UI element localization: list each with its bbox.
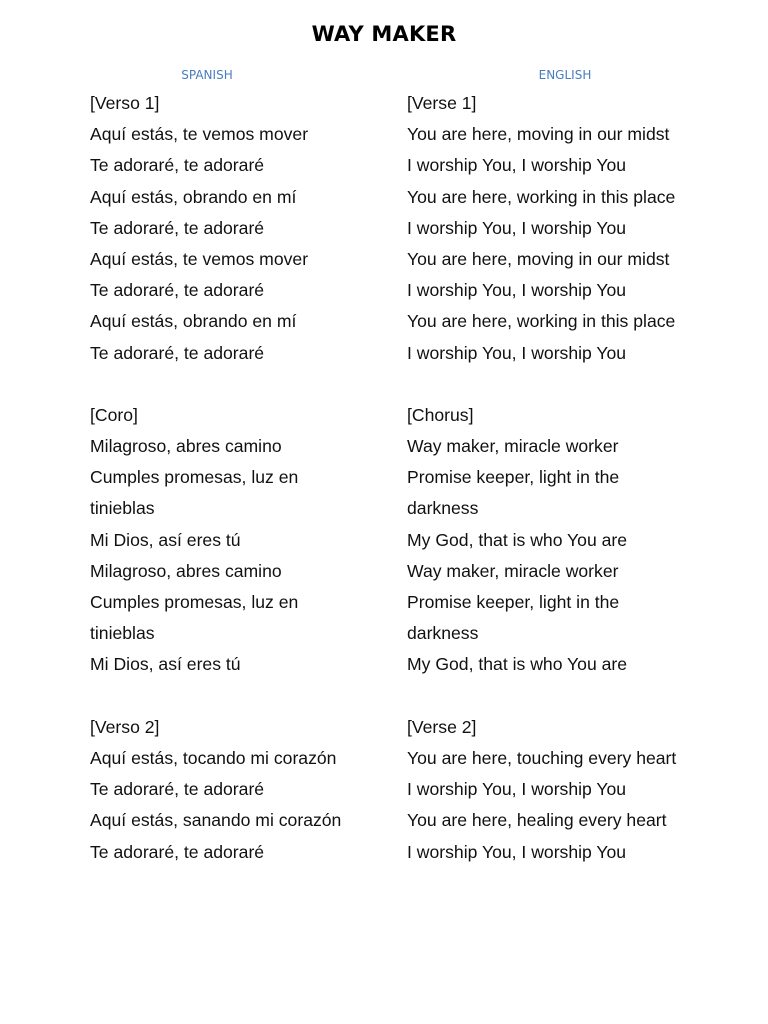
lyric-line-en: You are here, working in this place (407, 311, 676, 332)
lyric-line-es: [Coro] (90, 404, 138, 425)
lyric-line-en: My God, that is who You are (407, 529, 628, 550)
lyric-line-es: Cumples promesas, luz en (90, 467, 299, 488)
lyric-line-en: [Chorus] (407, 404, 474, 425)
lyric-line-en: I worship You, I worship You (407, 342, 627, 363)
lyric-line-es: Te adoraré, te adoraré (90, 217, 265, 238)
lyric-line-es: Aquí estás, sanando mi corazón (90, 810, 342, 831)
lyric-line-en: Promise keeper, light in the (407, 467, 620, 488)
lyric-line-es: [Verso 2] (90, 716, 160, 737)
lyric-line-es: Mi Dios, así eres tú (90, 654, 241, 675)
stanza-gap (90, 369, 410, 400)
lyric-line-en: [Verse 1] (407, 93, 477, 113)
lyric-line-en: Way maker, miracle worker (407, 560, 619, 581)
lyric-line-en: I worship You, I worship You (407, 779, 627, 800)
lyric-line-en: You are here, moving in our midst (407, 248, 670, 269)
lyric-line-en: I worship You, I worship You (407, 841, 627, 862)
lyric-line-es: tinieblas (90, 623, 155, 644)
lyric-line-es: Te adoraré, te adoraré (90, 155, 265, 176)
lyric-line-en: I worship You, I worship You (407, 217, 627, 238)
lyric-line-en: I worship You, I worship You (407, 280, 627, 301)
spanish-column-header: SPANISH (181, 68, 233, 82)
lyric-line-en: You are here, touching every heart (407, 747, 677, 768)
lyric-line-en: You are here, healing every heart (407, 810, 667, 831)
lyric-line-es: Te adoraré, te adoraré (90, 280, 265, 301)
lyric-line-es: Aquí estás, tocando mi corazón (90, 747, 337, 768)
lyric-line-es: Milagroso, abres camino (90, 436, 282, 457)
lyric-line-en: [Verse 2] (407, 716, 477, 737)
lyric-line-en: Way maker, miracle worker (407, 436, 619, 457)
lyric-line-en: You are here, moving in our midst (407, 124, 670, 145)
lyric-line-en: Promise keeper, light in the (407, 592, 620, 612)
song-title: WAY MAKER (311, 22, 457, 46)
lyric-line-es: Aquí estás, obrando en mí (90, 311, 297, 332)
lyric-line-es: Cumples promesas, luz en (90, 592, 299, 612)
lyric-line-en: darkness (407, 498, 479, 519)
lyric-line-es: Te adoraré, te adoraré (90, 779, 265, 800)
spanish-lyrics-column (90, 88, 410, 868)
english-lyrics-column (407, 88, 727, 868)
lyric-line-es: Aquí estás, te vemos mover (90, 248, 309, 269)
lyric-line-es: Aquí estás, obrando en mí (90, 186, 297, 207)
english-column-header: ENGLISH (538, 68, 592, 82)
lyric-line-en: darkness (407, 623, 479, 644)
lyric-line-en: My God, that is who You are (407, 654, 628, 675)
lyric-line-es: tinieblas (90, 498, 155, 519)
lyric-line-es: Te adoraré, te adoraré (90, 841, 265, 862)
stanza-gap (90, 681, 410, 712)
lyric-line-es: Milagroso, abres camino (90, 560, 282, 581)
lyric-line-es: Mi Dios, así eres tú (90, 529, 241, 550)
lyric-line-es: Aquí estás, te vemos mover (90, 124, 309, 145)
lyric-line-es: [Verso 1] (90, 93, 160, 113)
stanza-gap (407, 369, 727, 400)
lyric-line-en: You are here, working in this place (407, 186, 676, 207)
lyric-line-es: Te adoraré, te adoraré (90, 342, 265, 363)
stanza-gap (407, 681, 727, 712)
lyric-line-en: I worship You, I worship You (407, 155, 627, 176)
